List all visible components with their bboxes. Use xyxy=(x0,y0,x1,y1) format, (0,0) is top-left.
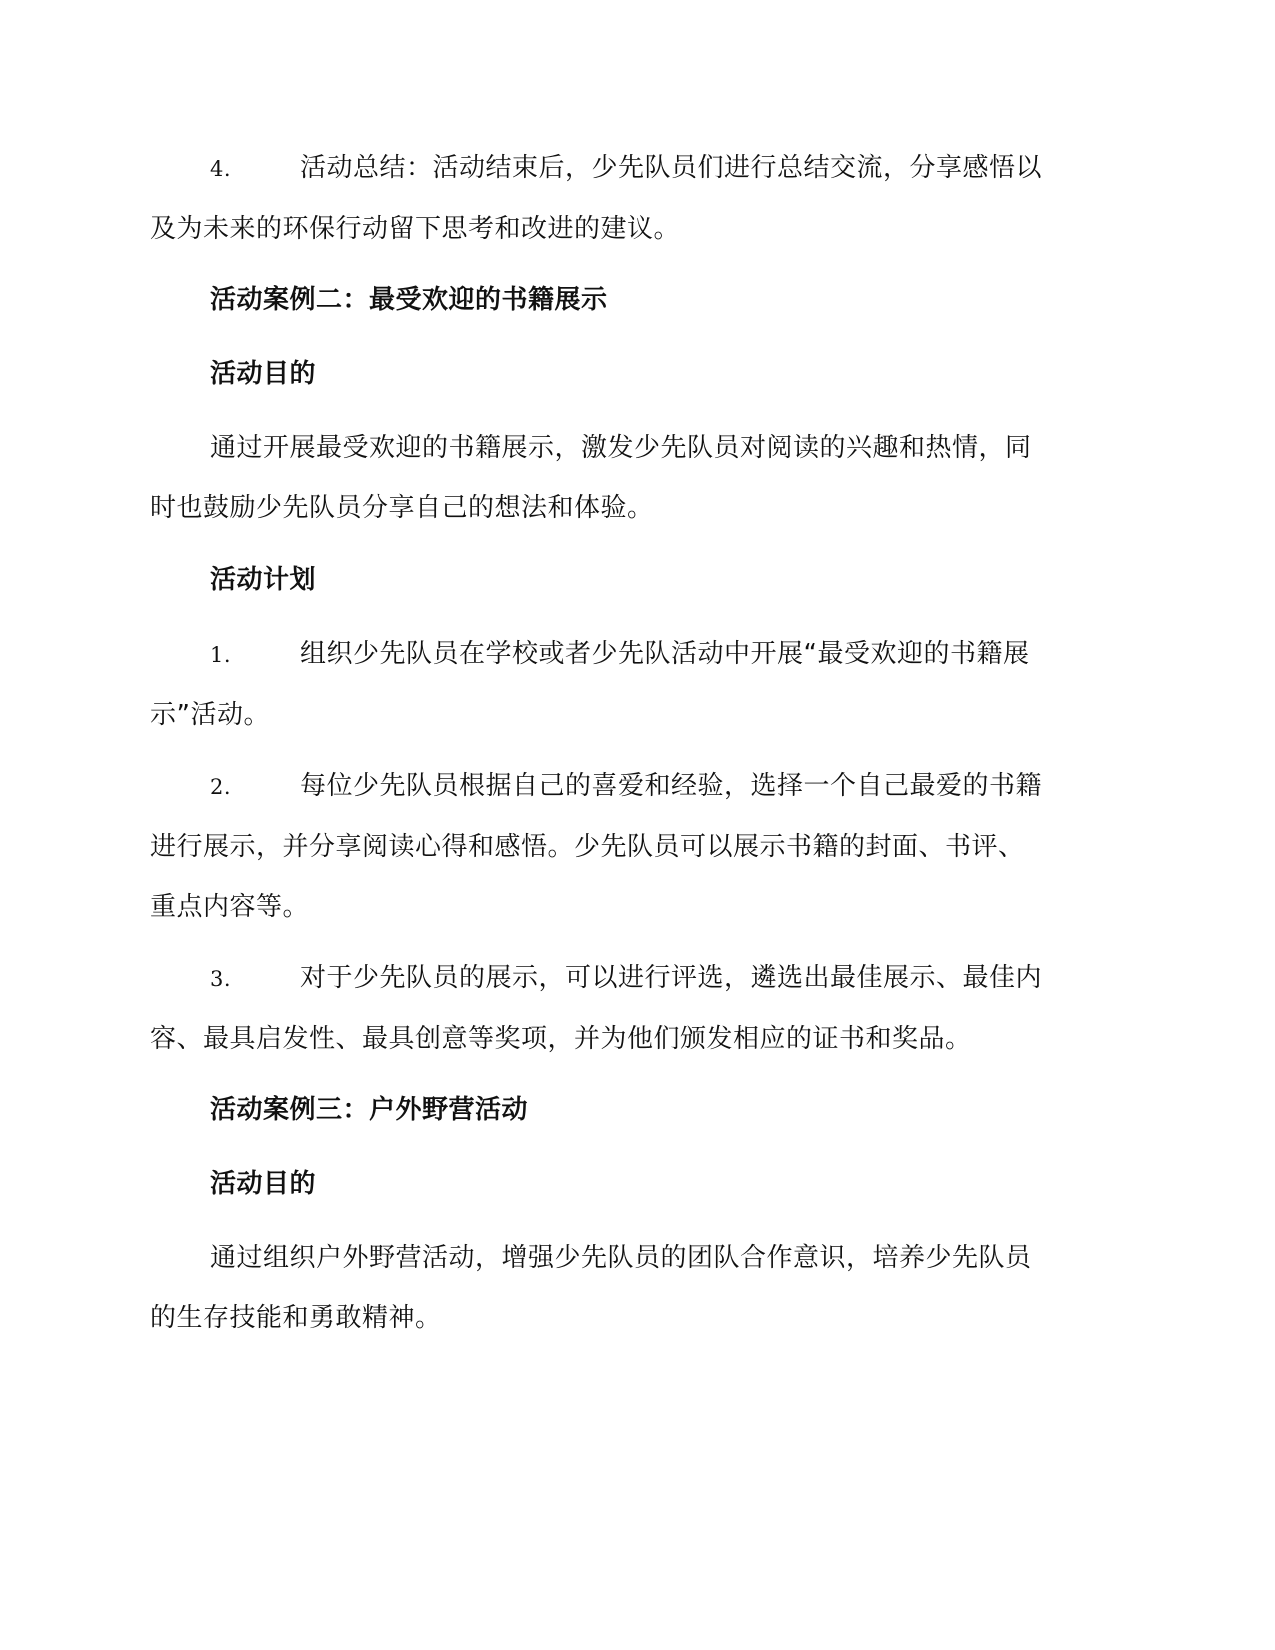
list-number: 3. xyxy=(210,967,232,991)
list-item-text: 组织少先队员在学校或者少先队活动中开展“最受欢迎的书籍展 xyxy=(300,639,1030,669)
plan-item-1-line-2: 示”活动。 xyxy=(150,700,270,730)
list-item-text: 活动总结：活动结束后，少先队员们进行总结交流，分享感悟以 xyxy=(300,153,1043,183)
plan-item-2-line-3: 重点内容等。 xyxy=(150,892,310,922)
case-2-purpose-line-1: 通过开展最受欢迎的书籍展示，激发少先队员对阅读的兴趣和热情，同 xyxy=(210,433,1032,463)
case-2-plan-heading-block xyxy=(150,550,1122,610)
list-number: 2. xyxy=(210,775,232,799)
case-2-purpose-heading: 活动目的 xyxy=(210,359,317,389)
case-3-title-block xyxy=(150,1080,1122,1140)
plan-item-1-line-1 xyxy=(150,624,1122,685)
plan-item-3-line-1 xyxy=(150,948,1122,1009)
list-item-text: 对于少先队员的展示，可以进行评选，遴选出最佳展示、最佳内 xyxy=(300,963,1043,993)
case-3-purpose-paragraph xyxy=(150,1228,1122,1348)
plan-item-2-line-2: 进行展示，并分享阅读心得和感悟。少先队员可以展示书籍的封面、书评、 xyxy=(150,832,1025,862)
case-2-title-block xyxy=(150,270,1122,330)
plan-item-2-line-1 xyxy=(150,756,1122,817)
case-2-purpose-line-2: 时也鼓励少先队员分享自己的想法和体验。 xyxy=(150,493,654,523)
case-2-plan-heading: 活动计划 xyxy=(210,565,317,595)
case-3-purpose-heading-block xyxy=(150,1154,1122,1214)
list-item-4-line-1 xyxy=(150,138,1122,199)
plan-item-3-line-2: 容、最具启发性、最具创意等奖项，并为他们颁发相应的证书和奖品。 xyxy=(150,1024,972,1054)
list-item-4-line-2: 及为未来的环保行动留下思考和改进的建议。 xyxy=(150,214,681,244)
case-3-title: 活动案例三：户外野营活动 xyxy=(210,1095,529,1125)
plan-item-1 xyxy=(150,624,1122,745)
case-3-purpose-line-2: 的生存技能和勇敢精神。 xyxy=(150,1303,442,1333)
plan-item-2 xyxy=(150,756,1122,937)
list-item-text: 每位少先队员根据自己的喜爱和经验，选择一个自己最爱的书籍 xyxy=(300,771,1043,801)
plan-item-3 xyxy=(150,948,1122,1069)
case-2-title: 活动案例二：最受欢迎的书籍展示 xyxy=(210,285,608,315)
case-3-purpose-heading: 活动目的 xyxy=(210,1169,317,1199)
list-number: 4. xyxy=(210,157,232,181)
case-3-purpose-line-1: 通过组织户外野营活动，增强少先队员的团队合作意识，培养少先队员 xyxy=(210,1243,1032,1273)
case-2-purpose-paragraph xyxy=(150,418,1122,538)
case-2-purpose-heading-block xyxy=(150,344,1122,404)
list-item-4 xyxy=(150,138,1122,259)
list-number: 1. xyxy=(210,643,232,667)
